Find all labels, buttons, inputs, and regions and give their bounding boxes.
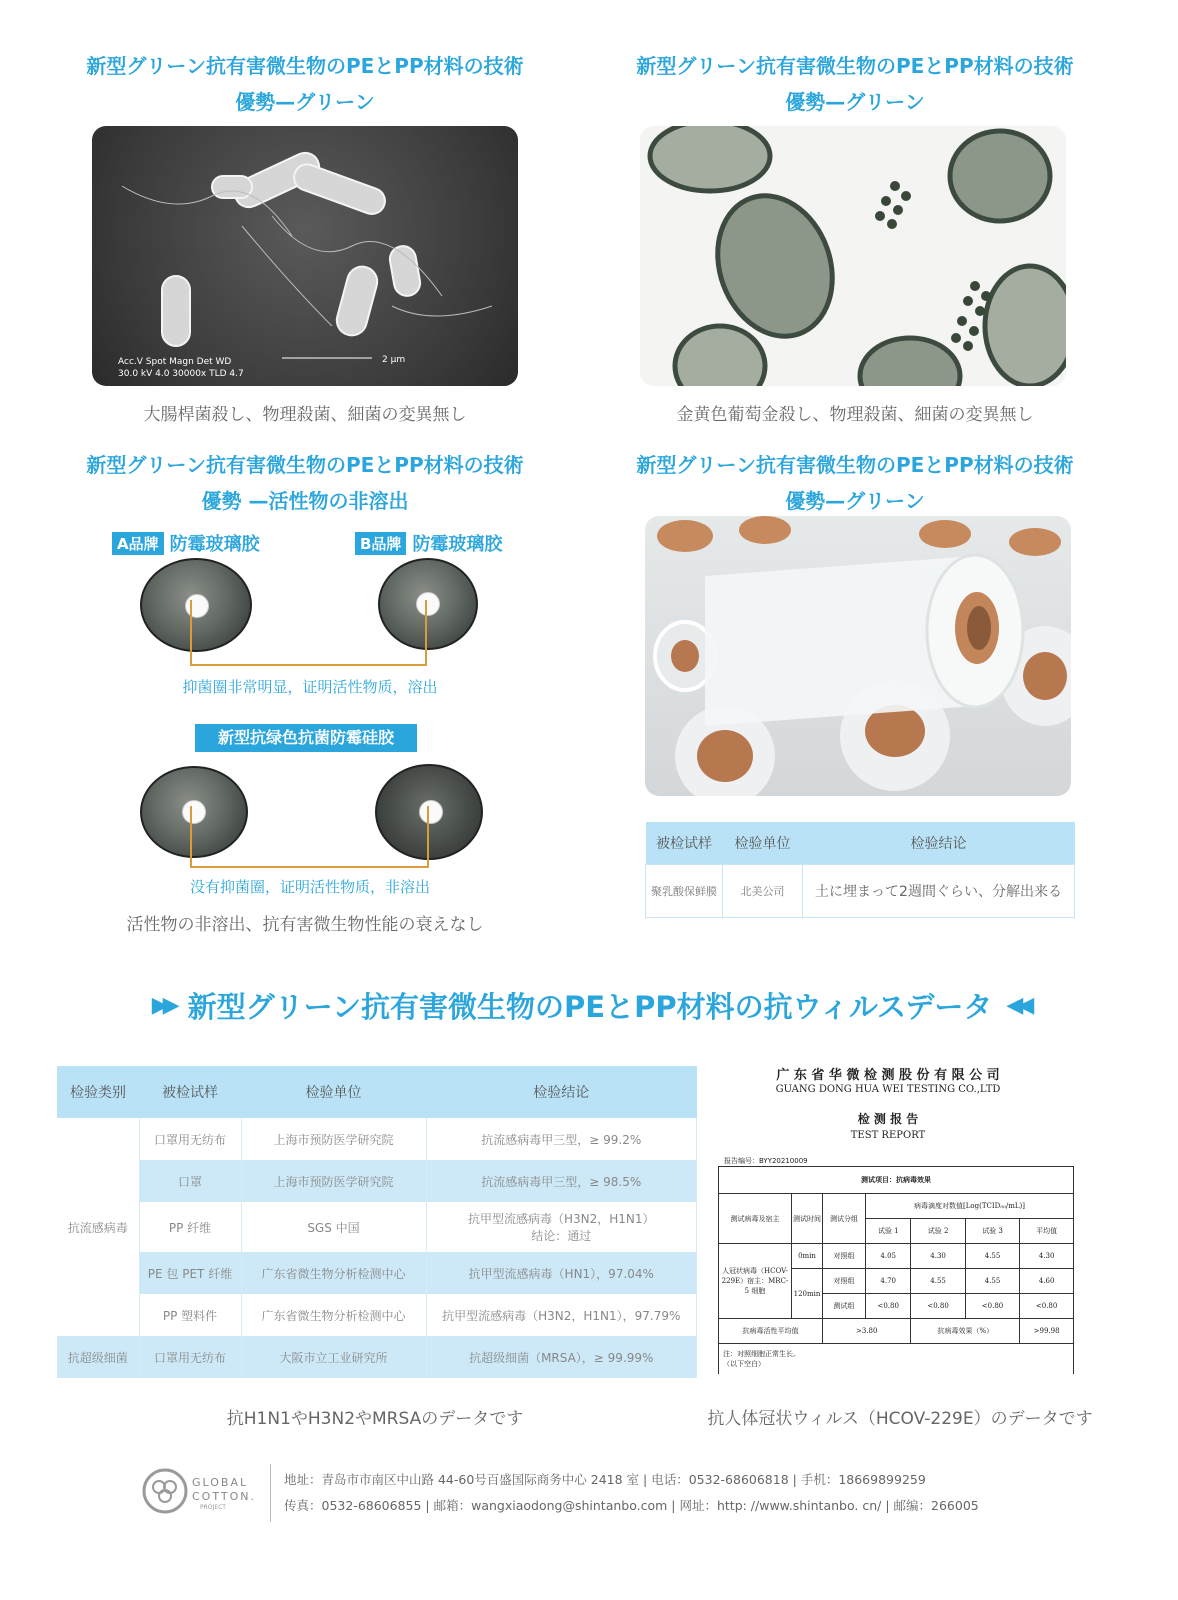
table-row	[57, 1118, 697, 1160]
brand-a	[112, 530, 260, 556]
q1-title	[40, 48, 570, 120]
report-cell: 测试组	[823, 1294, 866, 1319]
table-header: 检验结论	[426, 1066, 697, 1118]
report-number: 报告编号：BYY20210009	[724, 1157, 808, 1165]
table-cell: 口罩用无纺布	[139, 1118, 241, 1160]
report-cell: 人冠状病毒（HCOV-229E）宿主：MRC-5 细胞	[719, 1244, 792, 1319]
report-cell: 试验 1	[866, 1219, 911, 1244]
report-cell: 4.55	[965, 1269, 1019, 1294]
table-header: 检验单位	[723, 822, 803, 865]
report-cell: 抗病毒活性平均值	[719, 1319, 823, 1344]
report-cell: 4.60	[1020, 1269, 1074, 1294]
q4-title-line1: 新型グリーン抗有害微生物のPEとPP材料の技術	[636, 453, 1074, 477]
category-cell: 抗超级细菌	[57, 1336, 139, 1378]
report-note-cell	[719, 1344, 1074, 1375]
report-cell: 测试病毒及宿主	[719, 1194, 792, 1244]
table-cell: PP 塑料件	[139, 1294, 241, 1336]
report-cell: 4.30	[1020, 1244, 1074, 1269]
test-report	[718, 1060, 1078, 1380]
table-header: 检验单位	[241, 1066, 426, 1118]
report-item: 测试项目：抗病毒效果	[719, 1167, 1074, 1194]
connector	[190, 806, 192, 868]
section-heading	[60, 980, 1120, 1030]
table-cell: 抗流感病毒甲三型，≥ 98.5%	[426, 1160, 697, 1202]
q1-caption: 大腸桿菌殺し、物理殺菌、細菌の変異無し	[143, 405, 467, 425]
connector	[190, 600, 192, 666]
report-note2: （以下空白）	[723, 1360, 765, 1368]
cell-line: 结论：通过	[531, 1229, 592, 1243]
q4-title	[590, 447, 1120, 519]
q2-caption: 金黄色葡萄金殺し、物理殺菌、細菌の変異無し	[676, 405, 1034, 425]
table-cell: PP 纤维	[139, 1202, 241, 1252]
report-cell: 0min	[792, 1244, 823, 1269]
note-no-inhibition-zone: 没有抑菌圈，证明活性物质，非溶出	[189, 878, 430, 896]
footer-contact-line: 传真：0532-68606855 | 邮箱：wangxiaodong@shintanbo.com | 网址：http: //www.shintanbo. cn/ | 邮编：266005	[284, 1498, 979, 1513]
table-cell: 抗甲型流感病毒（H3N2，H1N1），97.79%	[426, 1294, 697, 1336]
report-cell: 抗病毒效果（%）	[911, 1319, 1020, 1344]
table-row	[57, 1252, 697, 1294]
table-header: 检验结论	[803, 822, 1075, 865]
table-cell: 广东省微生物分析检测中心	[241, 1294, 426, 1336]
play-arrows-left-icon: ◀◀	[1006, 992, 1029, 1018]
q4-title-line2: 優勢—グリーン	[785, 489, 925, 513]
section-title: 新型グリーン抗有害微生物のPEとPP材料の抗ウィルスデータ	[187, 989, 993, 1024]
report-cell: 4.55	[911, 1269, 965, 1294]
bacteria-drawing	[92, 126, 518, 386]
report-cell: 对照组	[823, 1244, 866, 1269]
global-cotton-logo	[140, 1466, 260, 1522]
report-cell: 测试分组	[823, 1194, 866, 1244]
q3-title-line2: 優勢 —活性物の非溶出	[201, 489, 409, 513]
connector	[427, 806, 429, 868]
table-cell: 口罩	[139, 1160, 241, 1202]
brand-b-tag: B品牌	[355, 532, 406, 555]
table-cell: 土に埋まって2週間ぐらい、分解出来る	[803, 865, 1075, 918]
report-company-cn: 广 东 省 华 微 检 测 股 份 有 限 公 司	[776, 1068, 1000, 1083]
report-cell: <0.80	[965, 1294, 1019, 1319]
table-header: 被检试样	[139, 1066, 241, 1118]
logo-line2: COTTON.	[192, 1490, 256, 1503]
table-cell: PE 包 PET 纤维	[139, 1252, 241, 1294]
table-header: 检验类别	[57, 1066, 139, 1118]
report-cell: <0.80	[911, 1294, 965, 1319]
table-cell: 上海市预防医学研究院	[241, 1118, 426, 1160]
table-row	[57, 1336, 697, 1378]
sem-scale: 2 μm	[382, 355, 406, 365]
q1-sem-image	[92, 126, 518, 386]
table-header: 被检试样	[646, 822, 723, 865]
petri-dish-b2	[375, 764, 483, 860]
brand-a-tag: A品牌	[112, 532, 164, 555]
q4-test-table	[645, 822, 1075, 918]
disc	[185, 594, 209, 618]
connector	[190, 866, 429, 868]
report-cell: 病毒滴度对数值[Log(TCID₅₀/mL)]	[866, 1194, 1074, 1219]
table-cell: 广东省微生物分析检测中心	[241, 1252, 426, 1294]
report-table	[718, 1166, 1074, 1374]
q3-title-line1: 新型グリーン抗有害微生物のPEとPP材料の技術	[86, 453, 524, 477]
table-cell: 口罩用无纺布	[139, 1336, 241, 1378]
brand-b-label: 防霉玻璃胶	[412, 534, 503, 555]
sem-text: Acc.V Spot Magn Det WD	[118, 357, 232, 367]
virus-table-caption: 抗H1N1やH3N2やMRSAのデータです	[226, 1409, 524, 1429]
table-cell: 抗超级细菌（MRSA），≥ 99.99%	[426, 1336, 697, 1378]
table-cell: 大阪市立工业研究所	[241, 1336, 426, 1378]
table-cell: SGS 中国	[241, 1202, 426, 1252]
report-cell: 试验 3	[965, 1219, 1019, 1244]
cell-line: 抗甲型流感病毒（H3N2，H1N1）	[467, 1212, 655, 1226]
report-caption: 抗人体冠状ウィルス（HCOV-229E）のデータです	[707, 1409, 1093, 1429]
report-cell: 4.05	[866, 1244, 911, 1269]
report-cell: 4.70	[866, 1269, 911, 1294]
silicone-badge: 新型抗绿色抗菌防霉硅胶	[195, 724, 417, 752]
play-arrows-right-icon: ▶▶	[151, 992, 174, 1018]
cotton-logo-icon	[140, 1466, 190, 1516]
table-row	[57, 1294, 697, 1336]
antivirus-data-table	[57, 1066, 697, 1378]
film-rolls-drawing	[645, 516, 1071, 796]
table-cell: 聚乳酸保鲜膜	[646, 865, 723, 918]
table-row	[57, 1160, 697, 1202]
q1-title-line2: 優勢—グリーン	[235, 90, 375, 114]
report-cell: <0.80	[1020, 1294, 1074, 1319]
report-cell: >3.80	[823, 1319, 911, 1344]
report-cell: 测试时间	[792, 1194, 823, 1244]
report-cell: 对照组	[823, 1269, 866, 1294]
note-inhibition-zone: 抑菌圈非常明显，证明活性物质，溶出	[182, 678, 438, 696]
report-company-en: GUANG DONG HUA WEI TESTING CO.,LTD	[775, 1084, 1001, 1095]
logo-line1: GLOBAL	[192, 1476, 249, 1489]
petri-dish-a1	[140, 558, 252, 652]
report-title-cn: 检 测 报 告	[857, 1112, 919, 1126]
q2-title	[590, 48, 1120, 120]
table-cell	[426, 1202, 697, 1252]
disc	[416, 592, 440, 616]
footer	[0, 1460, 1178, 1540]
petri-dish-b1	[378, 558, 478, 650]
report-cell: >99.98	[1020, 1319, 1074, 1344]
cell-drawing	[640, 126, 1066, 386]
table-cell: 北美公司	[723, 865, 803, 918]
footer-divider	[270, 1464, 271, 1522]
report-note: 注：对照细胞正常生长。	[723, 1350, 800, 1358]
q4-film-rolls-image	[645, 516, 1071, 796]
brand-b	[355, 530, 502, 556]
brand-a-label: 防霉玻璃胶	[169, 534, 260, 555]
connector	[425, 600, 427, 666]
report-title-en: TEST REPORT	[850, 1130, 926, 1141]
q2-micrograph-image	[640, 126, 1066, 386]
footer-address-line: 地址：青岛市市南区中山路 44-60号百盛国际商务中心 2418 室 | 电话：0532-68606818 | 手机：18669899259	[284, 1472, 926, 1487]
table-row	[57, 1202, 697, 1252]
table-cell: 抗甲型流感病毒（HN1），97.04%	[426, 1252, 697, 1294]
table-cell: 抗流感病毒甲三型，≥ 99.2%	[426, 1118, 697, 1160]
table-row	[646, 865, 1075, 918]
report-cell: <0.80	[866, 1294, 911, 1319]
sem-text2: 30.0 kV 4.0 30000x TLD 4.7	[118, 369, 244, 379]
report-cell: 4.30	[911, 1244, 965, 1269]
q2-title-line2: 優勢—グリーン	[785, 90, 925, 114]
connector	[190, 664, 427, 666]
q3-caption: 活性物の非溶出、抗有害微生物性能の衰えなし	[126, 915, 484, 935]
q3-title	[40, 447, 570, 519]
report-cell: 平均值	[1020, 1219, 1074, 1244]
category-cell: 抗流感病毒	[57, 1118, 139, 1336]
q1-title-line1: 新型グリーン抗有害微生物のPEとPP材料の技術	[86, 54, 524, 78]
petri-dish-a2	[140, 766, 248, 858]
disc	[182, 800, 206, 824]
q2-title-line1: 新型グリーン抗有害微生物のPEとPP材料の技術	[636, 54, 1074, 78]
report-cell: 4.55	[965, 1244, 1019, 1269]
report-cell: 120min	[792, 1269, 823, 1319]
logo-line3: PROJECT	[200, 1504, 226, 1511]
table-cell: 上海市预防医学研究院	[241, 1160, 426, 1202]
disc	[419, 800, 443, 824]
report-cell: 试验 2	[911, 1219, 965, 1244]
